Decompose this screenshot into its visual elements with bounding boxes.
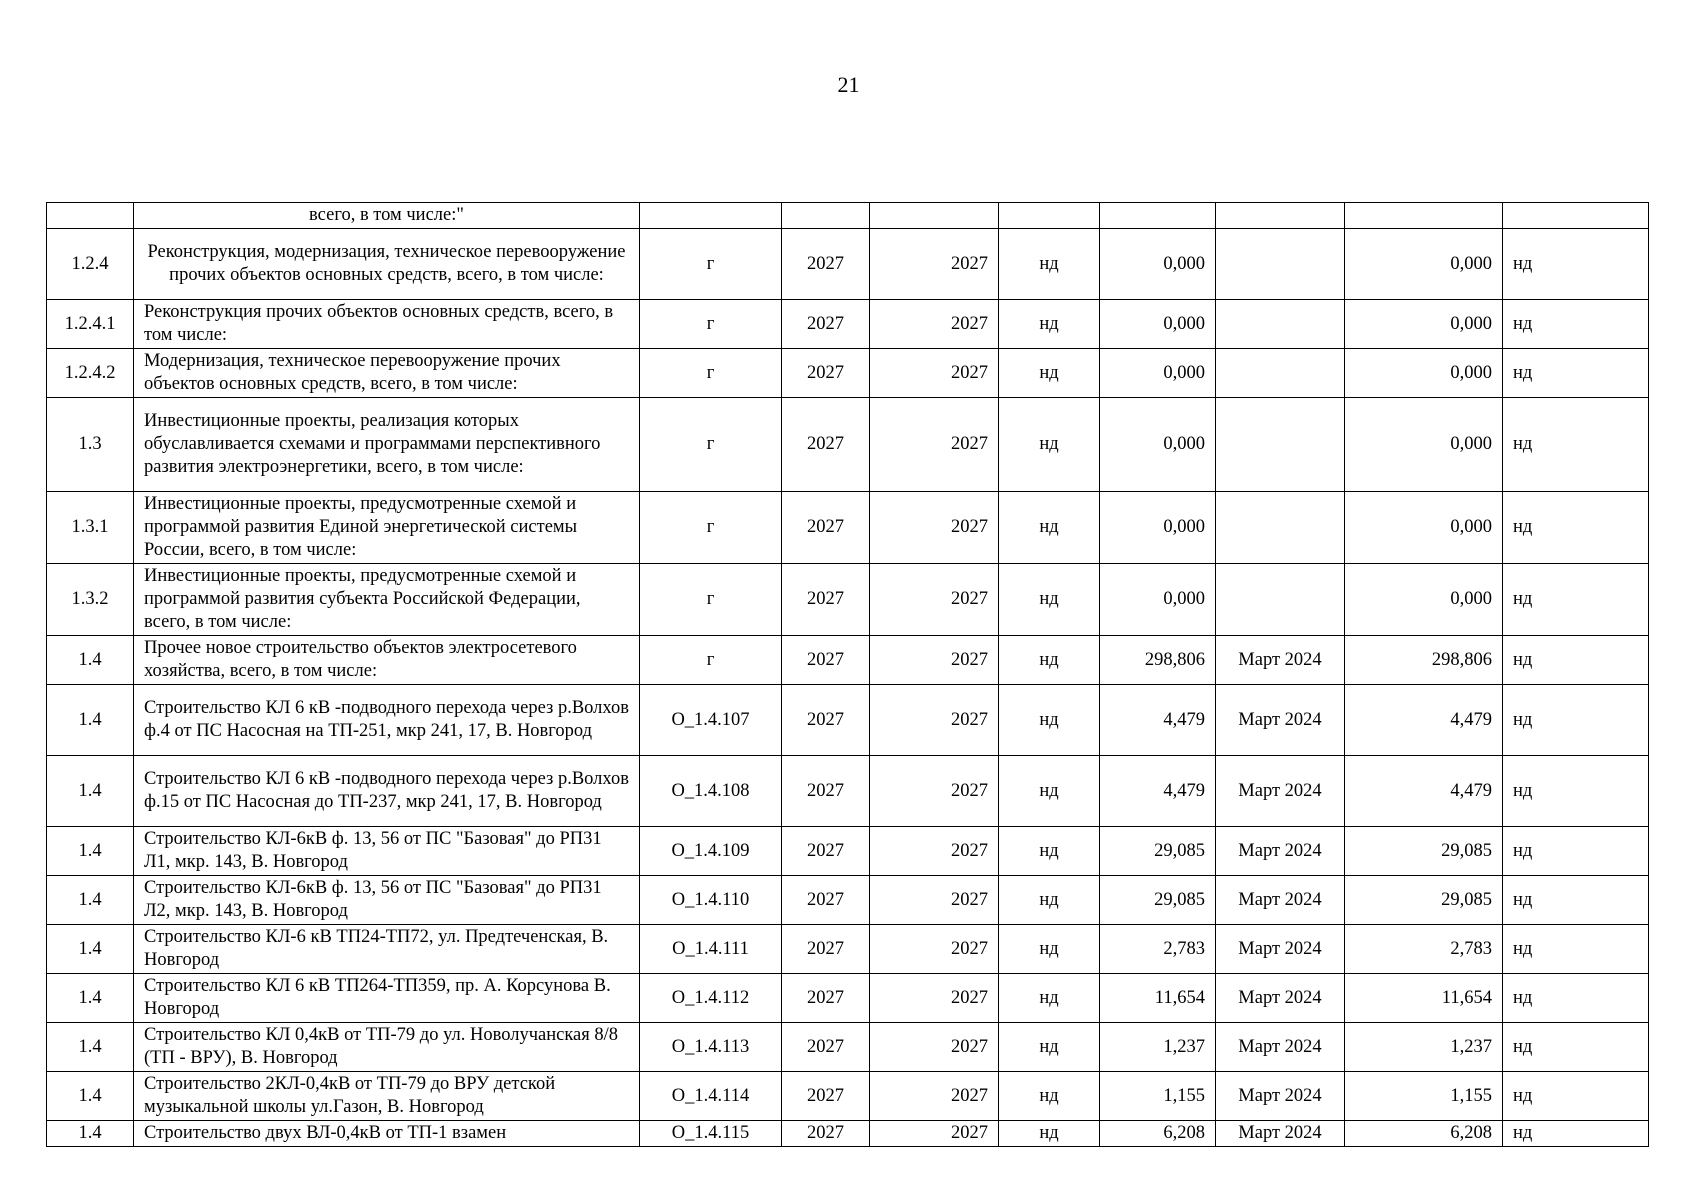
row-number: 1.3	[47, 398, 134, 492]
row-year-end: 2027	[870, 827, 999, 876]
row-value: 0,000	[1100, 349, 1216, 398]
table-row	[47, 1121, 1649, 1147]
row-value: 0,000	[1100, 398, 1216, 492]
row-value: 11,654	[1100, 974, 1216, 1023]
row-year-end: 2027	[870, 398, 999, 492]
row-date: Март 2024	[1216, 1121, 1345, 1147]
row-year-end: 2027	[870, 876, 999, 925]
row-nd-2: нд	[1503, 1023, 1649, 1072]
table-row	[47, 564, 1649, 636]
table-row	[47, 398, 1649, 492]
row-name: Строительство КЛ 6 кВ -подводного перехода через р.Волхов ф.4 от ПС Насосная на ТП-251, мкр 241, 17, В. Новгород	[134, 685, 640, 756]
row-value-2: 1,237	[1345, 1023, 1503, 1072]
investment-table	[46, 202, 1649, 1147]
table-row	[47, 229, 1649, 300]
row-year-start: 2027	[782, 564, 870, 636]
row-number: 1.4	[47, 685, 134, 756]
row-nd: нд	[999, 756, 1100, 827]
table-row	[47, 1023, 1649, 1072]
row-name: Реконструкция, модернизация, техническое перевооружение прочих объектов основных средств, всего, в том числе:	[134, 229, 640, 300]
row-year-start: 2027	[782, 827, 870, 876]
row-number: 1.3.1	[47, 492, 134, 564]
row-name: Модернизация, техническое перевооружение прочих объектов основных средств, всего, в том числе:	[134, 349, 640, 398]
row-value-2: 6,208	[1345, 1121, 1503, 1147]
row-nd: нд	[999, 1023, 1100, 1072]
row-code: г	[640, 636, 782, 685]
row-value-2: 0,000	[1345, 300, 1503, 349]
row-code: г	[640, 398, 782, 492]
row-value: 1,237	[1100, 1023, 1216, 1072]
row-number: 1.4	[47, 974, 134, 1023]
row-year-start: 2027	[782, 349, 870, 398]
table-row	[47, 300, 1649, 349]
row-number: 1.4	[47, 756, 134, 827]
row-nd: нд	[999, 925, 1100, 974]
row-value-2: 0,000	[1345, 492, 1503, 564]
row-value: 298,806	[1100, 636, 1216, 685]
row-code: О_1.4.110	[640, 876, 782, 925]
row-number: 1.2.4.2	[47, 349, 134, 398]
row-date: Март 2024	[1216, 1072, 1345, 1121]
row-value: 6,208	[1100, 1121, 1216, 1147]
row-year-start: 2027	[782, 974, 870, 1023]
row-value-2: 0,000	[1345, 229, 1503, 300]
row-date	[1216, 492, 1345, 564]
row-number: 1.4	[47, 1023, 134, 1072]
row-date	[1216, 229, 1345, 300]
row-nd-2: нд	[1503, 1072, 1649, 1121]
row-code	[640, 203, 782, 229]
row-code: г	[640, 300, 782, 349]
row-year-start: 2027	[782, 229, 870, 300]
row-number	[47, 203, 134, 229]
row-year-end: 2027	[870, 1023, 999, 1072]
row-date	[1216, 564, 1345, 636]
row-year-end: 2027	[870, 756, 999, 827]
table-row	[47, 685, 1649, 756]
table-body	[47, 203, 1649, 1147]
row-number: 1.4	[47, 1121, 134, 1147]
row-name: всего, в том числе:"	[134, 203, 640, 229]
row-year-start: 2027	[782, 925, 870, 974]
row-nd: нд	[999, 564, 1100, 636]
row-year-start: 2027	[782, 398, 870, 492]
row-name: Строительство КЛ-6 кВ ТП24-ТП72, ул. Предтеченская, В. Новгород	[134, 925, 640, 974]
row-date: Март 2024	[1216, 974, 1345, 1023]
row-nd-2: нд	[1503, 229, 1649, 300]
row-nd-2	[1503, 203, 1649, 229]
row-value-2: 11,654	[1345, 974, 1503, 1023]
row-date: Март 2024	[1216, 827, 1345, 876]
page-number: 21	[837, 72, 860, 97]
row-name: Строительство КЛ-6кВ ф. 13, 56 от ПС "Базовая" до РП31 Л1, мкр. 143, В. Новгород	[134, 827, 640, 876]
row-value: 0,000	[1100, 492, 1216, 564]
row-year-start: 2027	[782, 756, 870, 827]
row-value: 0,000	[1100, 229, 1216, 300]
row-nd-2: нд	[1503, 564, 1649, 636]
row-year-start: 2027	[782, 1072, 870, 1121]
row-value-2: 2,783	[1345, 925, 1503, 974]
row-nd-2: нд	[1503, 492, 1649, 564]
row-value: 1,155	[1100, 1072, 1216, 1121]
row-value: 2,783	[1100, 925, 1216, 974]
row-value-2: 0,000	[1345, 349, 1503, 398]
row-nd-2: нд	[1503, 685, 1649, 756]
row-value-2: 1,155	[1345, 1072, 1503, 1121]
row-year-end: 2027	[870, 492, 999, 564]
row-year-end: 2027	[870, 300, 999, 349]
row-nd-2: нд	[1503, 1121, 1649, 1147]
row-value-2: 29,085	[1345, 827, 1503, 876]
row-nd: нд	[999, 349, 1100, 398]
row-year-end: 2027	[870, 1121, 999, 1147]
row-name: Реконструкция прочих объектов основных средств, всего, в том числе:	[134, 300, 640, 349]
row-date: Март 2024	[1216, 685, 1345, 756]
row-nd-2: нд	[1503, 876, 1649, 925]
row-value-2: 0,000	[1345, 398, 1503, 492]
row-name: Прочее новое строительство объектов электросетевого хозяйства, всего, в том числе:	[134, 636, 640, 685]
row-year-end: 2027	[870, 349, 999, 398]
row-year-start: 2027	[782, 876, 870, 925]
row-code: О_1.4.115	[640, 1121, 782, 1147]
row-name: Строительство КЛ 6 кВ ТП264-ТП359, пр. А. Корсунова В. Новгород	[134, 974, 640, 1023]
row-date: Март 2024	[1216, 876, 1345, 925]
row-nd: нд	[999, 685, 1100, 756]
row-nd-2: нд	[1503, 636, 1649, 685]
row-name: Инвестиционные проекты, предусмотренные схемой и программой развития субъекта Российской Федерации, всего, в том числе:	[134, 564, 640, 636]
row-value: 4,479	[1100, 685, 1216, 756]
row-year-end: 2027	[870, 685, 999, 756]
row-nd: нд	[999, 876, 1100, 925]
row-value: 29,085	[1100, 876, 1216, 925]
row-value-2: 4,479	[1345, 756, 1503, 827]
row-value-2: 4,479	[1345, 685, 1503, 756]
row-nd: нд	[999, 398, 1100, 492]
row-year-start: 2027	[782, 685, 870, 756]
row-code: О_1.4.111	[640, 925, 782, 974]
row-nd	[999, 203, 1100, 229]
row-name: Строительство КЛ 6 кВ -подводного перехода через р.Волхов ф.15 от ПС Насосная до ТП-237, мкр 241, 17, В. Новгород	[134, 756, 640, 827]
row-year-start	[782, 203, 870, 229]
row-year-end: 2027	[870, 1072, 999, 1121]
row-date	[1216, 203, 1345, 229]
row-value	[1100, 203, 1216, 229]
row-value-2: 298,806	[1345, 636, 1503, 685]
row-nd: нд	[999, 492, 1100, 564]
table-row	[47, 876, 1649, 925]
row-year-end: 2027	[870, 974, 999, 1023]
row-value: 0,000	[1100, 300, 1216, 349]
row-year-start: 2027	[782, 492, 870, 564]
row-nd-2: нд	[1503, 974, 1649, 1023]
row-code: О_1.4.113	[640, 1023, 782, 1072]
table-row	[47, 756, 1649, 827]
table-row	[47, 349, 1649, 398]
row-nd-2: нд	[1503, 756, 1649, 827]
row-name: Строительство КЛ-6кВ ф. 13, 56 от ПС "Базовая" до РП31 Л2, мкр. 143, В. Новгород	[134, 876, 640, 925]
row-nd: нд	[999, 229, 1100, 300]
row-date: Март 2024	[1216, 636, 1345, 685]
row-year-start: 2027	[782, 1121, 870, 1147]
row-number: 1.2.4.1	[47, 300, 134, 349]
row-code: г	[640, 564, 782, 636]
row-year-end: 2027	[870, 564, 999, 636]
row-nd-2: нд	[1503, 349, 1649, 398]
table-row	[47, 827, 1649, 876]
row-date: Март 2024	[1216, 1023, 1345, 1072]
row-number: 1.2.4	[47, 229, 134, 300]
row-number: 1.4	[47, 827, 134, 876]
row-date	[1216, 300, 1345, 349]
row-name: Инвестиционные проекты, предусмотренные схемой и программой развития Единой энергетической системы России, всего, в том числе:	[134, 492, 640, 564]
row-code: г	[640, 349, 782, 398]
row-nd-2: нд	[1503, 827, 1649, 876]
row-nd: нд	[999, 1121, 1100, 1147]
row-number: 1.4	[47, 636, 134, 685]
table-row	[47, 974, 1649, 1023]
row-name: Строительство двух ВЛ-0,4кВ от ТП-1 взамен	[134, 1121, 640, 1147]
row-code: О_1.4.114	[640, 1072, 782, 1121]
row-value-2	[1345, 203, 1503, 229]
row-value-2: 0,000	[1345, 564, 1503, 636]
row-code: О_1.4.107	[640, 685, 782, 756]
table-row	[47, 492, 1649, 564]
row-name: Строительство КЛ 0,4кВ от ТП-79 до ул. Новолучанская 8/8 (ТП - ВРУ), В. Новгород	[134, 1023, 640, 1072]
row-year-end: 2027	[870, 636, 999, 685]
row-code: О_1.4.108	[640, 756, 782, 827]
row-nd-2: нд	[1503, 925, 1649, 974]
row-name: Строительство 2КЛ-0,4кВ от ТП-79 до ВРУ детской музыкальной школы ул.Газон, В. Новгород	[134, 1072, 640, 1121]
row-value-2: 29,085	[1345, 876, 1503, 925]
row-name: Инвестиционные проекты, реализация которых обуславливается схемами и программами перспективного развития электроэнергетики, всего, в том числе:	[134, 398, 640, 492]
row-code: г	[640, 229, 782, 300]
row-year-end	[870, 203, 999, 229]
row-number: 1.3.2	[47, 564, 134, 636]
table-row	[47, 925, 1649, 974]
row-nd: нд	[999, 636, 1100, 685]
row-date	[1216, 349, 1345, 398]
row-year-start: 2027	[782, 1023, 870, 1072]
row-nd: нд	[999, 300, 1100, 349]
table-row	[47, 636, 1649, 685]
row-value: 29,085	[1100, 827, 1216, 876]
row-year-start: 2027	[782, 636, 870, 685]
row-code: О_1.4.109	[640, 827, 782, 876]
row-nd: нд	[999, 1072, 1100, 1121]
row-number: 1.4	[47, 876, 134, 925]
row-year-start: 2027	[782, 300, 870, 349]
table-row	[47, 1072, 1649, 1121]
row-code: г	[640, 492, 782, 564]
row-date: Март 2024	[1216, 756, 1345, 827]
row-date	[1216, 398, 1345, 492]
row-number: 1.4	[47, 925, 134, 974]
row-year-end: 2027	[870, 925, 999, 974]
row-code: О_1.4.112	[640, 974, 782, 1023]
row-nd-2: нд	[1503, 300, 1649, 349]
row-date: Март 2024	[1216, 925, 1345, 974]
row-nd-2: нд	[1503, 398, 1649, 492]
row-value: 4,479	[1100, 756, 1216, 827]
table-row	[47, 203, 1649, 229]
row-value: 0,000	[1100, 564, 1216, 636]
row-year-end: 2027	[870, 229, 999, 300]
row-nd: нд	[999, 974, 1100, 1023]
row-number: 1.4	[47, 1072, 134, 1121]
row-nd: нд	[999, 827, 1100, 876]
